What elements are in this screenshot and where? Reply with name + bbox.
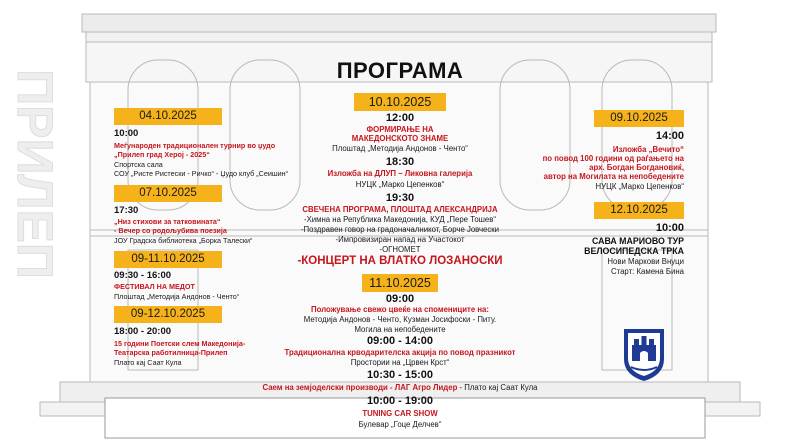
program-line: -Поздравен говор на градоначалникот, Борче Јовчески: [300, 225, 500, 234]
program-line: -ОГНОМЕТ: [379, 245, 421, 254]
program-line: Методија Андонов - Ченто, Кузман Јосифоски - Питу.: [303, 315, 497, 324]
event-title-line: по повод 100 години од раѓањето на: [542, 154, 684, 163]
event-title-line: ВЕЛОСИПЕДСКА ТРКА: [584, 246, 684, 256]
event-line-agro: [240, 383, 560, 392]
event-time: 18:00 - 20:00: [114, 326, 172, 337]
event-location: Нови Маркови Внуци: [607, 257, 684, 266]
program-line: Могила на непобедените: [354, 325, 446, 334]
date-badge-11-10: 11.10.2025: [362, 274, 438, 292]
svg-text:ПРИЛЕП: ПРИЛЕП: [6, 69, 63, 279]
event-location: Булевар „Гоце Делчев“: [358, 420, 442, 429]
event-location: - Плато кај Саат Кула: [457, 383, 538, 392]
event-title-line: Театарска работилница-Прилеп: [114, 348, 228, 357]
event-title-line: автор на Могилата на непобедените: [543, 172, 684, 181]
event-time: 14:00: [655, 130, 684, 142]
event-location: СОУ „Ристе Ристески - Ричко“ - Џудо клуб „Сеишин“: [114, 169, 288, 178]
event-time: 09:00 - 14:00: [366, 335, 434, 347]
event-time: 10:30 - 15:00: [366, 369, 434, 381]
date-badge-09-10: 09.10.2025: [594, 110, 684, 127]
date-badge-04-10: 04.10.2025: [114, 108, 222, 125]
event-location: Спортска сала: [114, 160, 163, 169]
event-title-line: МАКЕДОНСКОТО ЗНАМЕ: [351, 134, 449, 143]
event-title-line: Положување свежо цвеќе на спомениците на:: [311, 305, 489, 314]
event-time: 12:00: [385, 112, 415, 124]
event-title-line: „Низ стихови за татковината“: [114, 217, 221, 226]
event-title-line: „Прилеп град Херој - 2025“: [114, 150, 210, 159]
event-title-line: Изложба на ДЛУП – Ликовна галерија: [327, 169, 473, 178]
program-line: -Химна на Република Македонија, КУД „Пере Тошев“: [303, 215, 497, 224]
event-location: Плато кај Саат Кула: [114, 358, 182, 367]
event-location: НУЦК „Марко Цепенков“: [595, 182, 684, 191]
event-time: 18:30: [385, 156, 415, 168]
event-location: Простории на „Црвен Крст“: [350, 358, 450, 367]
event-title-line: Меѓународен традиционален турнир во џудо: [114, 141, 276, 150]
date-badge-09-12-10: 09-12.10.2025: [114, 306, 222, 323]
date-badge-10-10: 10.10.2025: [354, 93, 446, 111]
event-title-line: 15 години Поетски слем Македонија-: [114, 339, 246, 348]
concert-headline: -КОНЦЕРТ НА ВЛАТКО ЛОЗАНОСКИ: [297, 255, 503, 267]
date-badge-07-10: 07.10.2025: [114, 185, 222, 202]
event-location: ЈОУ Градска библиотека „Борка Талески“: [114, 236, 253, 245]
event-location: Старт: Камена Бина: [610, 267, 684, 276]
event-title-line: TUNING CAR SHOW: [362, 409, 438, 418]
event-time: 10:00 - 19:00: [366, 395, 434, 407]
event-location: Плоштад „Методија Андонов - Ченто“: [114, 292, 240, 301]
event-time: 19:30: [385, 192, 415, 204]
page-title: ПРОГРАМА: [336, 58, 464, 83]
event-time: 17:30: [114, 205, 139, 216]
event-title-line: СВЕЧЕНА ПРОГРАМА, ПЛОШТАД АЛЕКСАНДРИЈА: [302, 205, 498, 214]
event-title: Саем на земјоделски производи - ЛАГ Агро Лидер: [262, 383, 458, 392]
event-location: Плоштад „Методија Андонов - Ченто“: [332, 144, 468, 153]
event-title-line: Традиционална крводарителска акција по повод празникот: [284, 348, 516, 357]
event-title-line: Изложба „Вечито“: [612, 145, 684, 154]
city-emblem-icon: [622, 325, 666, 383]
program-line: -Импровизиран напад на Участокот: [335, 235, 465, 244]
event-title-line: арх. Богдан Богдановиќ,: [589, 163, 684, 172]
event-time: 10:00: [655, 222, 684, 234]
event-title-line: ФОРМИРАЊЕ НА: [366, 125, 434, 134]
event-title-line: САВА МАРИОВО ТУР: [591, 236, 684, 246]
event-time: 10:00: [114, 128, 139, 139]
event-title-line: ФЕСТИВАЛ НА МЕДОТ: [114, 282, 195, 291]
event-title-line: - Вечер со родољубива поезија: [114, 226, 227, 235]
event-location: НУЦК „Марко Цепенков“: [355, 180, 445, 189]
event-time: 09:30 - 16:00: [114, 270, 172, 281]
event-time: 09:00: [385, 293, 415, 305]
date-badge-09-11-10: 09-11.10.2025: [114, 251, 222, 268]
date-badge-12-10: 12.10.2025: [594, 202, 684, 219]
